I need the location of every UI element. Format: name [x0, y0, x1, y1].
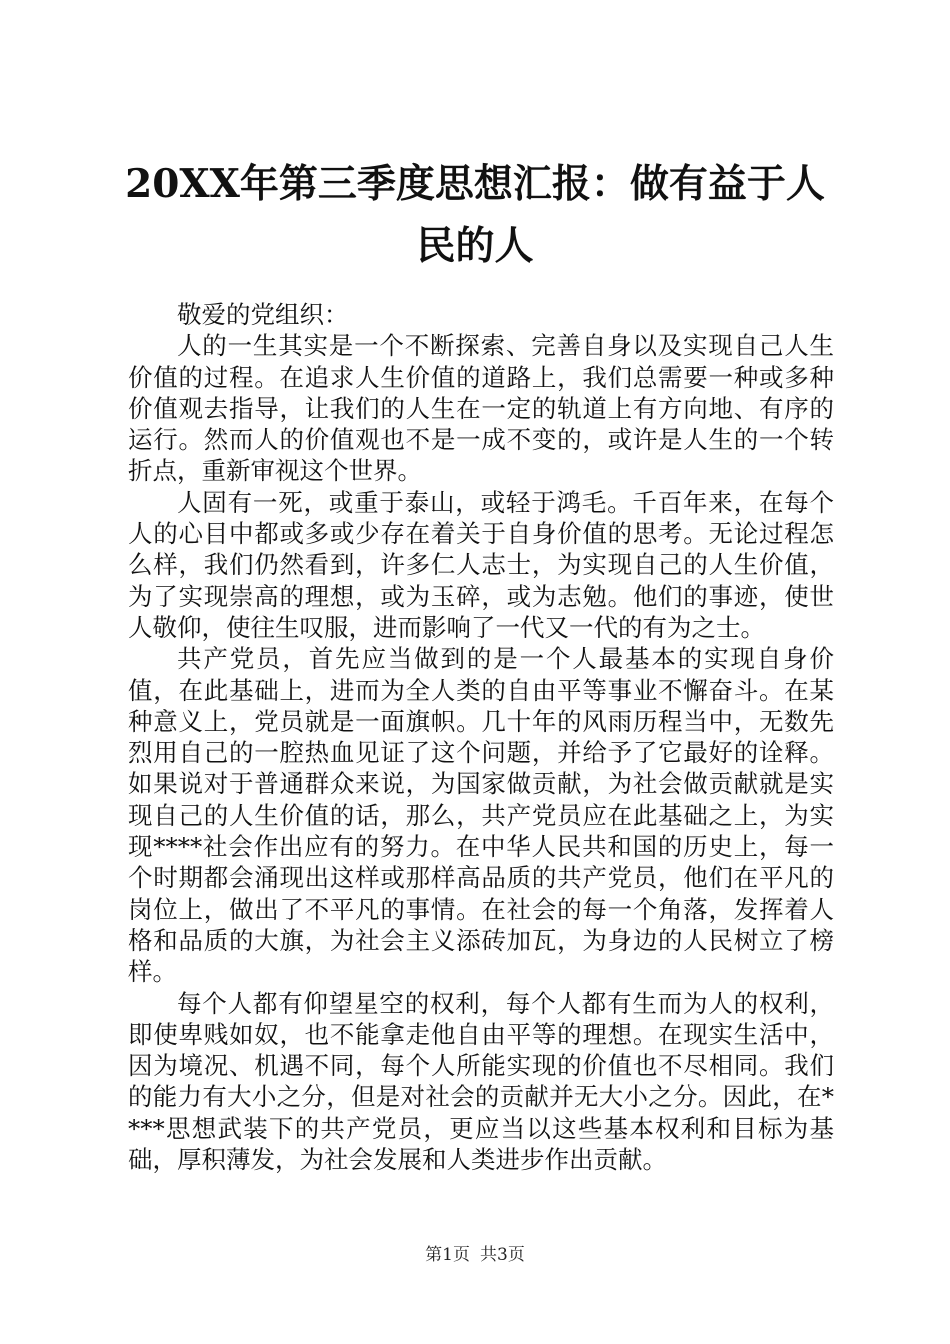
page-footer — [0, 1244, 950, 1266]
page-total: 共3页 — [480, 1245, 525, 1265]
paragraph-4: 每个人都有仰望星空的权利，每个人都有生而为人的权利，即使卑贱如奴，也不能拿走他自由平等的理想。在现实生活中，因为境况、机遇不同，每个人所能实现的价值也不尽相同。我们的能力有大小之分，但是对社会的贡献并无大小之分。因此，在****思想武装下的共产党员，更应当以这些基本权利和目标为基础，厚积薄发，为社会发展和人类进步作出贡献。 — [128, 988, 834, 1175]
document-body — [128, 299, 834, 1175]
page-number: 第1页 — [425, 1245, 470, 1265]
paragraph-3: 共产党员，首先应当做到的是一个人最基本的实现自身价值，在此基础上，进而为全人类的自由平等事业不懈奋斗。在某种意义上，党员就是一面旗帜。几十年的风雨历程当中，无数先烈用自己的一腔热血见证了这个问题，并给予了它最好的诠释。如果说对于普通群众来说，为国家做贡献，为社会做贡献就是实现自己的人生价值的话，那么，共产党员应在此基础之上，为实现****社会作出应有的努力。在中华人民共和国的历史上，每一个时期都会涌现出这样或那样高品质的共产党员，他们在平凡的岗位上，做出了不平凡的事情。在社会的每一个角落，发挥着人格和品质的大旗，为社会主义添砖加瓦，为身边的人民树立了榜样。 — [128, 644, 834, 987]
salutation: 敬爱的党组织： — [177, 300, 349, 329]
paragraph-2: 人固有一死，或重于泰山，或轻于鸿毛。千百年来，在每个人的心目中都或多或少存在着关于自身价值的思考。无论过程怎么样，我们仍然看到，许多仁人志士，为实现自己的人生价值，为了实现崇高的理想，或为玉碎，或为志勉。他们的事迹，使世人敬仰，使往生叹服，进而影响了一代又一代的有为之士。 — [128, 487, 834, 642]
document-title: 20XX年第三季度思想汇报：做有益于人民的人 — [125, 161, 825, 269]
paragraph-1: 人的一生其实是一个不断探索、完善自身以及实现自己人生价值的过程。在追求人生价值的道路上，我们总需要一种或多种价值观去指导，让我们的人生在一定的轨道上有方向地、有序的运行。然而人的价值观也不是一成不变的，或许是人生的一个转折点，重新审视这个世界。 — [128, 331, 834, 486]
